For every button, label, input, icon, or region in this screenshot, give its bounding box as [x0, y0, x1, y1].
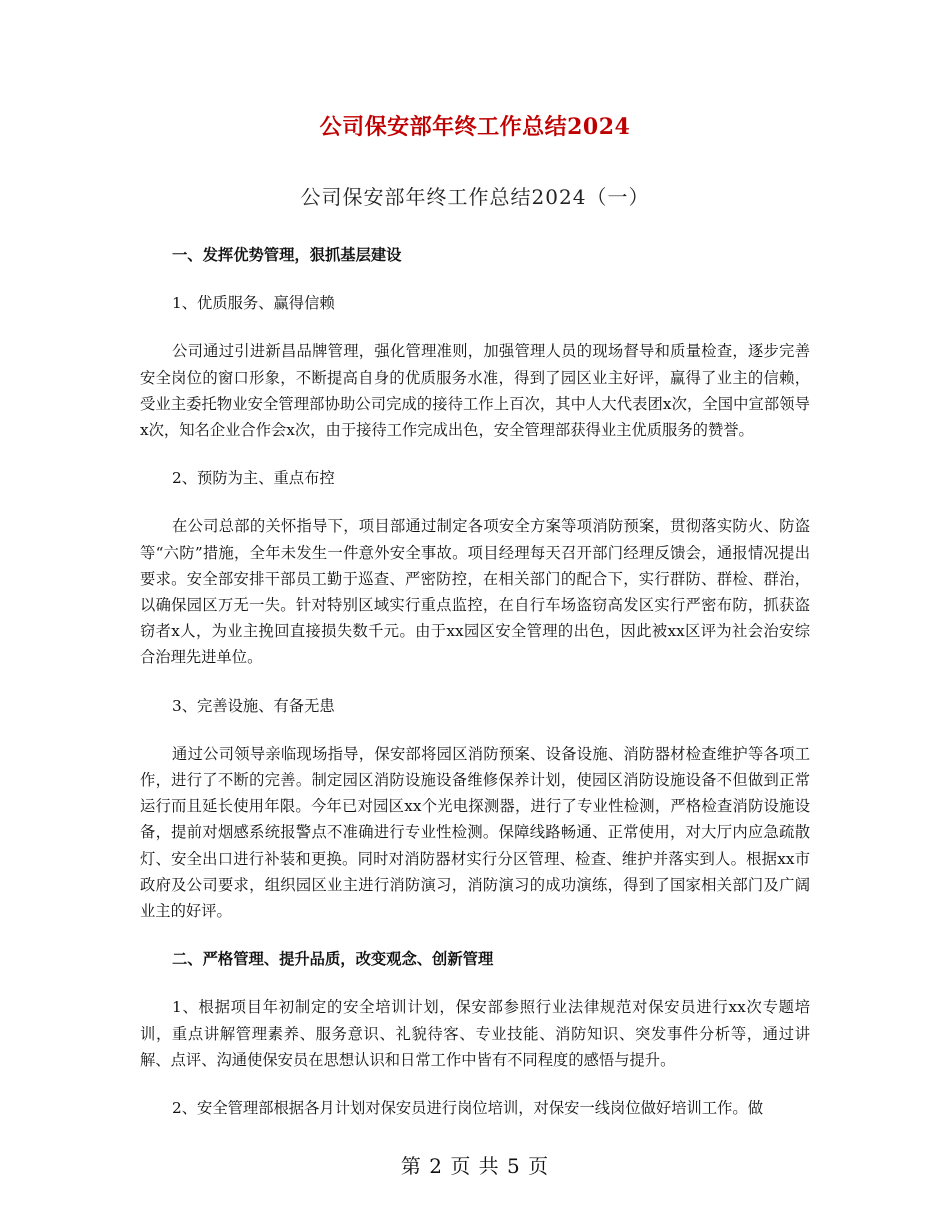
body-paragraph: 1、根据项目年初制定的安全培训计划，保安部参照行业法律规范对保安员进行xx次专题培训，重点讲解管理素养、服务意识、礼貌待客、专业技能、消防知识、突发事件分析等，通过讲解、点评、沟通使保安员在思想认识和日常工作中皆有不同程度的感悟与提升。 [140, 998, 810, 1069]
body-paragraph: 通过公司领导亲临现场指导，保安部将园区消防预案、设备设施、消防器材检查维护等各项工作，进行了不断的完善。制定园区消防设施设备维修保养计划，使园区消防设施设备不但做到正常运行而且延长使用年限。今年已对园区xx个光电探测器，进行了专业性检测，严格检查消防设施设备，提前对烟感系统报警点不准确进行专业性检测。保障线路畅通、正常使用，对大厅内应急疏散灯、安全出口进行补装和更换。同时对消防器材实行分区管理、检查、维护并落实到人。根据xx市政府及公司要求，组织园区业主进行消防演习，消防演习的成功演练，得到了国家相关部门及广阔业主的好评。 [140, 744, 810, 921]
item-heading: 3、完善设施、有备无患 [172, 696, 335, 715]
page-number-footer: 第 2 页 共 5 页 [400, 1154, 550, 1178]
document-body [140, 242, 810, 1143]
item-heading: 2、预防为主、重点布控 [172, 469, 335, 488]
item-heading: 1、优质服务、赢得信赖 [172, 294, 335, 313]
section-heading: 一、发挥优势管理，狠抓基层建设 [172, 246, 402, 264]
section-heading: 二、严格管理、提升品质，改变观念、创新管理 [172, 950, 494, 969]
body-paragraph: 公司通过引进新昌品牌管理，强化管理准则，加强管理人员的现场督导和质量检查，逐步完善安全岗位的窗口形象，不断提高自身的优质服务水准，得到了园区业主好评，赢得了业主的信赖，受业主委托物业安全管理部协助公司完成的接待工作上百次，其中人大代表团x次，全国中宣部领导x次，知名企业合作会x次，由于接待工作完成出色，安全管理部获得业主优质服务的赞誉。 [140, 342, 810, 440]
document-subtitle: 公司保安部年终工作总结2024（一） [300, 185, 650, 209]
document-title: 公司保安部年终工作总结2024 [319, 114, 631, 140]
body-paragraph: 在公司总部的关怀指导下，项目部通过制定各项安全方案等项消防预案，贯彻落实防火、防盗等“六防”措施，全年未发生一件意外安全事故。项目经理每天召开部门经理反馈会，通报情况提出要求。安全部安排干部员工勤于巡查、严密防控，在相关部门的配合下，实行群防、群检、群治，以确保园区万无一失。针对特别区域实行重点监控，在自行车场盗窃高发区实行严密布防，抓获盗窃者x人，为业主挽回直接损失数千元。由于xx园区安全管理的出色，因此被xx区评为社会治安综合治理先进单位。 [140, 517, 810, 667]
body-paragraph: 2、安全管理部根据各月计划对保安员进行岗位培训，对保安一线岗位做好培训工作。做 [172, 1099, 764, 1118]
